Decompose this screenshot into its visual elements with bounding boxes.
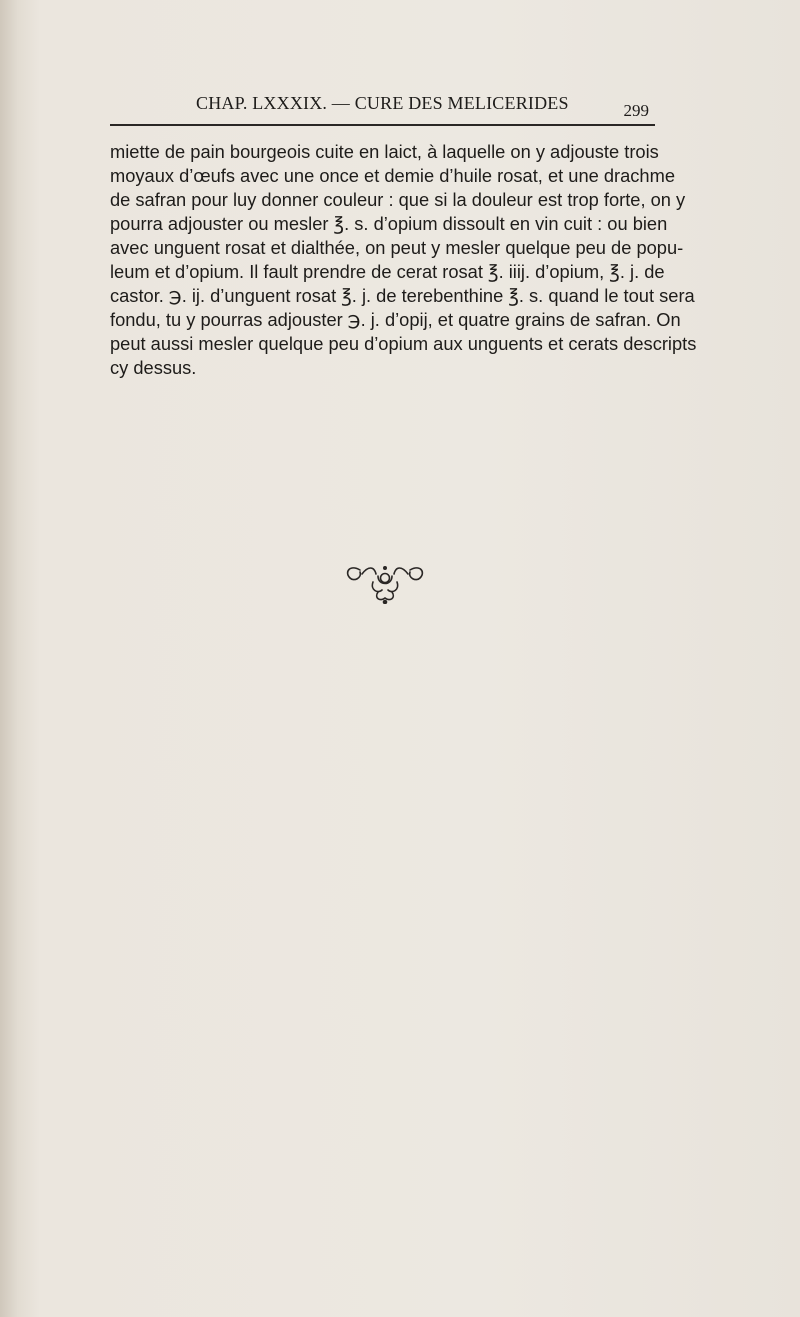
running-header <box>110 90 655 126</box>
text-line: castor. ℈. ij. d’unguent rosat ℥. j. de terebenthine ℥. s. quand le tout sera <box>110 285 695 306</box>
text-line: pourra adjouster ou mesler ℥. s. d’opium dissoult en vin cuit : ou bien <box>110 213 668 234</box>
chapter-title: CHAP. LXXXIX. — CURE DES MELICERIDES <box>196 93 569 113</box>
text-line: peut aussi mesler quelque peu d’opium aux unguents et cerats descripts <box>110 333 697 354</box>
fleuron-ornament-icon <box>340 556 430 604</box>
text-line: avec unguent rosat et dialthée, on peut y mesler quelque peu de popu- <box>110 237 684 258</box>
page-number: 299 <box>623 101 649 120</box>
body-text <box>110 140 697 380</box>
text-line: de safran pour luy donner couleur : que si la douleur est trop forte, on y <box>110 189 686 210</box>
text-line: moyaux d’œufs avec une once et demie d’huile rosat, et une drachme <box>110 165 675 186</box>
text-line: miette de pain bourgeois cuite en laict, à laquelle on y adjouste trois <box>110 141 659 162</box>
text-line: cy dessus. <box>110 357 197 378</box>
text-line: fondu, tu y pourras adjouster ℈. j. d’opij, et quatre grains de safran. On <box>110 309 681 330</box>
text-line: leum et d’opium. Il fault prendre de cerat rosat ℥. iiij. d’opium, ℥. j. de <box>110 261 665 282</box>
